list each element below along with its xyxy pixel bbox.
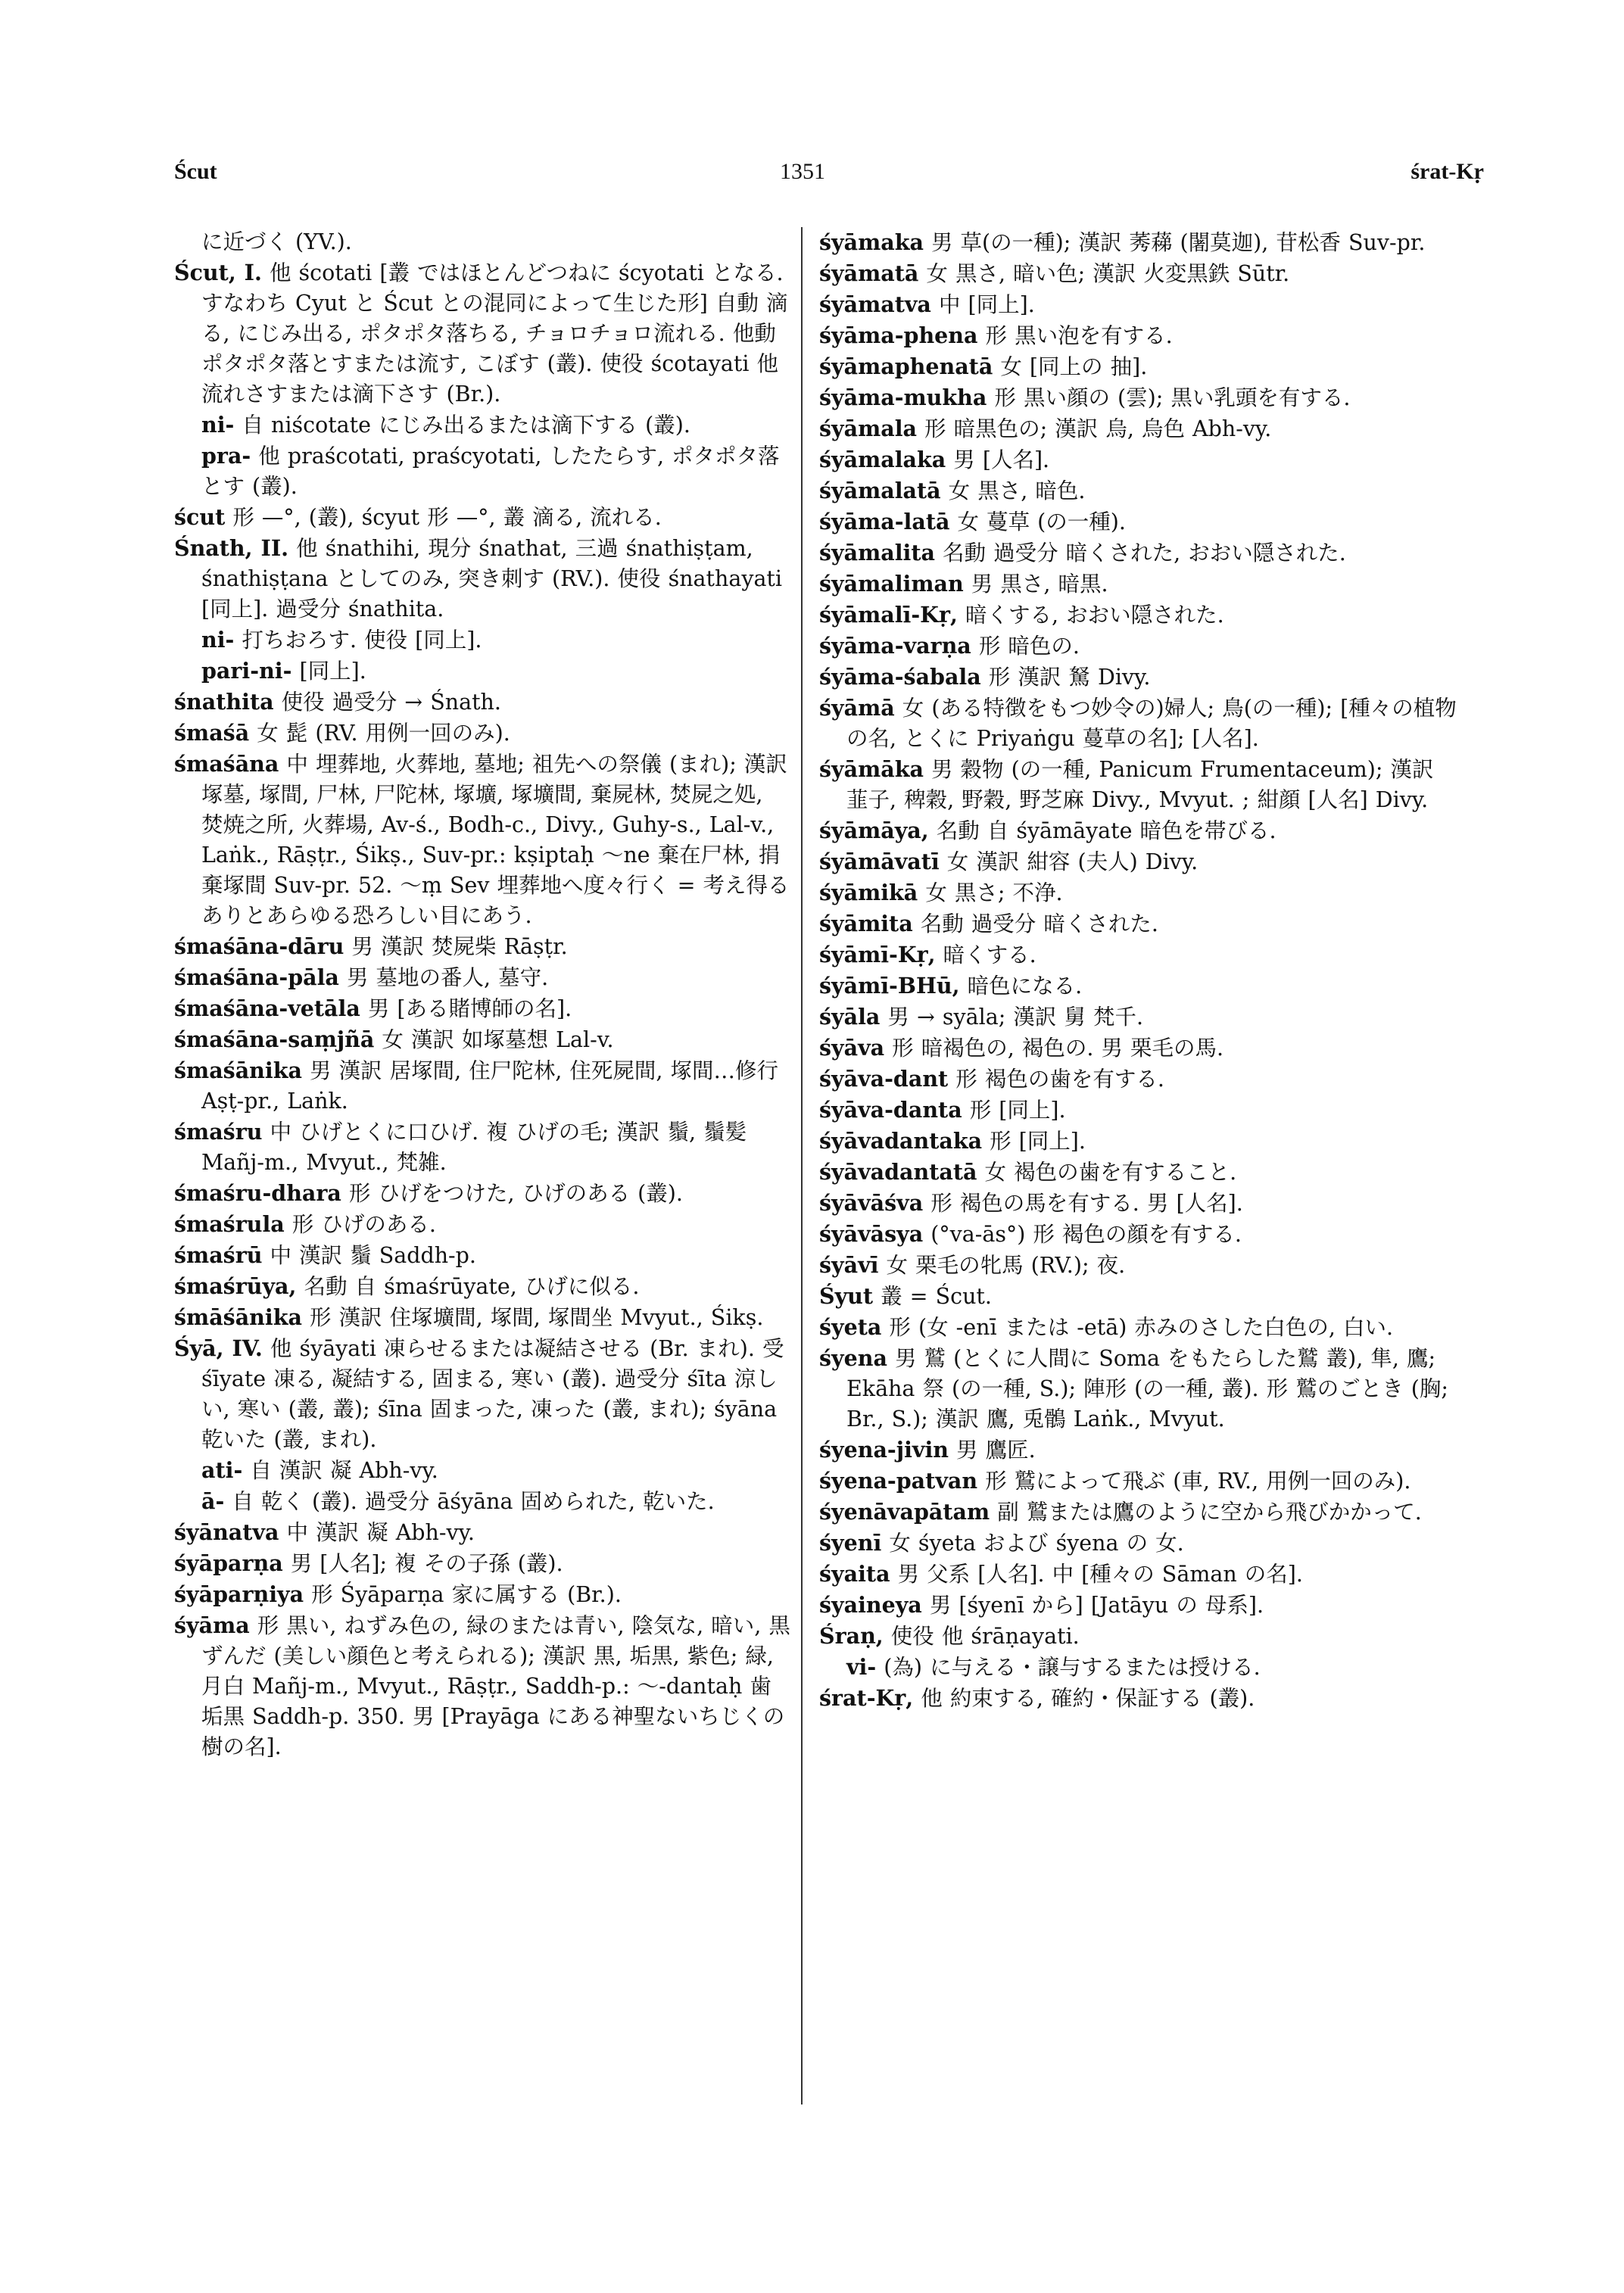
entry-headword: śyāmī-BHū,	[819, 973, 960, 999]
entry-definition: 中 ひげとくに口ひげ. 複 ひげの毛; 漢訳 鬚, 鬚髪 Mañj-m., Mvyut., 梵雑.	[201, 1120, 747, 1175]
entry-definition: 男 黒さ, 暗黒.	[963, 572, 1108, 597]
dictionary-entry	[174, 687, 791, 718]
dictionary-entry	[174, 749, 791, 931]
entry-definition: 男 漢訳 居塚間, 住尸陀林, 住死屍間, 塚間…修行 Aṣṭ-pr., Laṅk.	[201, 1058, 778, 1114]
entry-definition: 女 黒さ; 不浄.	[918, 880, 1063, 905]
entry-definition: 男 [ある賭博師の名].	[360, 996, 572, 1021]
entry-definition: 形 [同上].	[982, 1129, 1086, 1154]
entry-definition: 名動 自 śmaśrūyate, ひげに似る.	[296, 1274, 640, 1299]
entry-definition: 名動 過受分 暗くされた, おおい隠された.	[934, 541, 1346, 565]
dictionary-entry	[174, 1302, 791, 1333]
entry-headword: śyāvī	[819, 1252, 879, 1278]
dictionary-entry	[819, 1590, 1459, 1621]
entry-definition: 男 墓地の番人, 墓守.	[338, 965, 549, 990]
entry-definition: 名動 自 śyāmāyate 暗色を帯びる.	[928, 818, 1276, 843]
entry-headword: śyāmāya,	[819, 818, 929, 843]
dictionary-entry	[819, 939, 1459, 970]
dictionary-entry	[819, 1559, 1459, 1590]
dictionary-entry	[174, 1517, 791, 1548]
entry-definition: 形 Śyāparṇa 家に属する (Br.).	[304, 1582, 622, 1607]
left-column	[174, 227, 791, 1762]
entry-definition: 自 漢訳 凝 Abh-vy.	[242, 1458, 438, 1483]
entry-headword: śmaśru	[174, 1119, 263, 1145]
entry-definition: 他 śnathihi, 現分 śnathat, 三過 śnathiṣṭam, śnathiṣṭana としてのみ, 突き刺す (RV.). 使役 śnathayati [同上]. 過受分 śnathita.	[201, 536, 782, 622]
dictionary-entry	[174, 931, 791, 962]
entry-headword: śyāmikā	[819, 880, 918, 905]
dictionary-entry	[819, 1188, 1459, 1219]
entry-definition: 中 [同上].	[930, 292, 1035, 317]
entry-headword: vi-	[846, 1654, 877, 1680]
entry-headword: śmaśru-dhara	[174, 1180, 341, 1206]
entry-definition: 男 [人名]; 複 その子孫 (叢).	[282, 1551, 563, 1576]
dictionary-entry	[819, 351, 1459, 382]
right-column	[819, 227, 1459, 1714]
entry-headword: śyāparṇiya	[174, 1581, 304, 1607]
column-divider	[801, 227, 803, 2105]
dictionary-entry	[819, 1219, 1459, 1250]
entry-definition: 形 暗黒色の; 漢訳 烏, 烏色 Abh-vy.	[917, 416, 1272, 441]
entry-definition: 男 鷹匠.	[949, 1438, 1036, 1463]
entry-definition: 他 約束する, 確約・保証する (叢).	[913, 1686, 1255, 1711]
entry-definition: 他 śyāyati 凍らせるまたは凝結させる (Br. まれ). 受 śīyate 凍る, 凝結する, 固まる, 寒い (叢). 過受分 śīta 涼しい, 寒い (叢, 叢); śīna 固まった, 凍った (叢, まれ); śyāna 乾いた (叢, まれ).	[201, 1336, 784, 1452]
entry-headword: śmaśānika	[174, 1058, 302, 1083]
entry-definition: 中 漢訳 鬚 Saddh-p.	[262, 1243, 476, 1268]
entry-definition: 女 褐色の歯を有すること.	[977, 1160, 1237, 1185]
dictionary-entry	[174, 625, 791, 656]
entry-definition: 女 漢訳 紺容 (夫人) Divy.	[939, 849, 1199, 874]
entry-definition: 女 黒さ, 暗い色; 漢訳 火変黒鉄 Sūtr.	[918, 261, 1290, 286]
entry-headword: śyāmāka	[819, 756, 924, 782]
entry-definition: 中 漢訳 凝 Abh-vy.	[279, 1520, 475, 1545]
page-number: 1351	[780, 159, 825, 184]
entry-definition: 叢 = Ścut.	[873, 1284, 992, 1309]
entry-definition: 形 黒い顔の (雲); 黒い乳頭を有する.	[987, 385, 1351, 410]
dictionary-entry	[174, 1240, 791, 1271]
entry-headword: Ścut, I.	[174, 260, 262, 285]
entry-definition: 女 (ある特徴をもつ妙令の)婦人; 鳥(の一種); [種々の植物の名, とくに Priyaṅgu 蔓草の名]; [人名].	[846, 696, 1457, 751]
dictionary-entry	[819, 1435, 1459, 1466]
entry-definition: 中 埋葬地, 火葬地, 墓地; 祖先への祭儀 (まれ); 漢訳 塚墓, 塚間, 尸林, 尸陀林, 塚壙, 塚壙間, 棄屍林, 焚屍之処, 焚焼之所, 火葬場, Av-ś., Bodh-c., Divy., Guhy-s., Lal-v., Laṅk., Rāṣṭr., Śikṣ., Suv-pr.: kṣiptaḥ ～ne 棄在尸林, 捐棄塚間 Suv-pr. 52. ～ṃ Sev 埋葬地へ度々行く = 考え得るありとあらゆる恐ろしい目にあう.	[201, 752, 790, 928]
entry-headword: śyāmalatā	[819, 478, 941, 503]
entry-definition: (°va-ās°) 形 褐色の顔を有する.	[923, 1222, 1242, 1247]
entry-headword: śyāva-danta	[819, 1097, 962, 1123]
entry-headword: śyaita	[819, 1561, 890, 1587]
dictionary-entry	[819, 1312, 1459, 1343]
entry-definition: 女 髭 (RV. 用例一回のみ).	[249, 721, 510, 746]
dictionary-entry	[819, 1002, 1459, 1033]
entry-definition: 女 śyeta および śyena の 女.	[881, 1531, 1184, 1556]
dictionary-entry	[819, 569, 1459, 600]
entry-headword: śyāvāśva	[819, 1190, 924, 1216]
running-head-right: śrat-Kṛ	[1410, 159, 1484, 184]
dictionary-entry	[819, 1621, 1459, 1652]
entry-definition: 女 蔓草 (の一種).	[949, 509, 1126, 534]
dictionary-entry	[174, 1548, 791, 1579]
entry-headword: śyena-patvan	[819, 1468, 978, 1494]
entry-definition: 女 漢訳 如塚墓想 Lal-v.	[374, 1027, 614, 1052]
entry-headword: ścut	[174, 504, 226, 530]
dictionary-entry	[819, 1126, 1459, 1157]
entry-headword: śmaśrula	[174, 1211, 285, 1237]
entry-definition: 使役 他 śrāṇayati.	[883, 1624, 1080, 1649]
entry-definition: 使役 過受分 → Śnath.	[273, 690, 501, 715]
entry-headword: śyāmī-Kṛ,	[819, 942, 936, 967]
entry-definition: 形 [同上].	[962, 1098, 1066, 1123]
dictionary-entry	[819, 1281, 1459, 1312]
entry-definition: 暗くする, おおい隠された.	[957, 603, 1224, 628]
entry-definition: に近づく (YV.).	[201, 229, 352, 254]
entry-definition: 男 → syāla; 漢訳 舅 梵千.	[880, 1005, 1144, 1030]
dictionary-entry	[174, 441, 791, 502]
entry-headword: śyāla	[819, 1004, 881, 1030]
entry-definition: 形 ひげをつけた, ひげのある (叢).	[341, 1181, 683, 1206]
dictionary-entry	[819, 1343, 1459, 1435]
entry-headword: śyāmāvatī	[819, 849, 940, 874]
entry-headword: śyāma-varṇa	[819, 633, 971, 659]
entry-definition: 男 [人名].	[946, 447, 1050, 472]
dictionary-entry	[174, 1209, 791, 1240]
entry-definition: 男 鷲 (とくに人間に Soma をもたらした鷲 叢), 隼, 鷹; Ekāha 祭 (の一種, S.); 陣形 (の一種, 叢). 形 鷲のごとき (胸; Br., S.); 漢訳 鷹, 兎鶻 Laṅk., Mvyut.	[846, 1346, 1448, 1432]
entry-headword: pari-ni-	[201, 658, 292, 684]
entry-headword: śyāmatā	[819, 260, 919, 286]
entry-headword: Śnath, II.	[174, 535, 289, 561]
entry-definition: 形 漢訳 駑 Divy.	[980, 665, 1151, 690]
dictionary-entry	[174, 1610, 791, 1762]
entry-headword: śyāma-latā	[819, 509, 950, 534]
dictionary-entry	[174, 533, 791, 625]
entry-definition: 他 ścotati [叢 ではほとんどつねに ścyotati となる. すなわち Cyut と Ścut との混同によって生じた形] 自動 滴る, にじみ出る, ポタポタ落ちる, チョロチョロ流れる. 他動 ポタポタ落とすまたは流す, こぼす (叢). 使役 ścotayati 他 流れさすまたは滴下さす (Br.).	[201, 260, 788, 407]
dictionary-entry	[819, 506, 1459, 537]
entry-definition: 自 niścotate にじみ出るまたは滴下する (叢).	[234, 413, 690, 438]
entry-definition: 形 暗色の.	[971, 634, 1080, 659]
dictionary-entry	[819, 289, 1459, 320]
entry-definition: 他 praścotati, praścyotati, したたらす, ポタポタ落とす (叢).	[201, 444, 780, 499]
dictionary-entry	[819, 1064, 1459, 1095]
dictionary-entry	[819, 1466, 1459, 1497]
entry-headword: śyāvadantatā	[819, 1159, 977, 1185]
dictionary-entry	[819, 258, 1459, 289]
dictionary-entry	[819, 1497, 1459, 1528]
entry-headword: śmaśrū	[174, 1242, 263, 1268]
running-head-left: Ścut	[174, 159, 217, 184]
entry-headword: śyānatva	[174, 1519, 279, 1545]
entry-headword: śyenāvapātam	[819, 1499, 990, 1525]
dictionary-entry	[819, 227, 1459, 258]
entry-definition: 男 草(の一種); 漢訳 莠蕛 (闍莫迦), 苷松香 Suv-pr.	[923, 230, 1426, 255]
dictionary-entry	[819, 475, 1459, 506]
entry-headword: śyāmaka	[819, 229, 924, 255]
entry-definition: 暗くする.	[935, 942, 1036, 967]
entry-headword: śyāma-mukha	[819, 385, 987, 410]
entry-headword: Śraṇ,	[819, 1623, 884, 1649]
dictionary-entry	[819, 815, 1459, 846]
entry-definition: 形 ひげのある.	[284, 1212, 436, 1237]
dictionary-entry	[174, 502, 791, 533]
entry-headword: śyenī	[819, 1530, 882, 1556]
entry-definition: 男 穀物 (の一種, Panicum Frumentaceum); 漢訳 韮子, 稗穀, 野穀, 野芝麻 Divy., Mvyut. ; 紺顔 [人名] Divy.	[846, 757, 1434, 812]
entry-headword: ati-	[201, 1457, 243, 1483]
dictionary-entry	[174, 656, 791, 687]
entry-definition: 形 褐色の歯を有する.	[948, 1067, 1164, 1092]
entry-definition: [同上].	[291, 659, 366, 684]
entry-definition: 暗色になる.	[959, 974, 1083, 999]
entry-headword: śyāva-dant	[819, 1066, 949, 1092]
entry-definition: 形 暗褐色の, 褐色の. 男 栗毛の馬.	[884, 1036, 1224, 1061]
entry-definition: 形 漢訳 住塚壙間, 塚間, 塚間坐 Mvyut., Śikṣ.	[301, 1305, 764, 1330]
entry-headword: śyena-jivin	[819, 1437, 949, 1463]
dictionary-entry	[819, 970, 1459, 1002]
dictionary-entry	[819, 1095, 1459, 1126]
dictionary-entry	[174, 1024, 791, 1055]
dictionary-entry	[819, 320, 1459, 351]
entry-definition: 名動 過受分 暗くされた.	[912, 911, 1158, 936]
entry-headword: ni-	[201, 627, 235, 653]
entry-headword: śmaśāna-saṃjñā	[174, 1027, 375, 1052]
entry-headword: śnathita	[174, 689, 274, 715]
entry-definition: (為) に与える・譲与するまたは授ける.	[876, 1655, 1261, 1680]
dictionary-entry	[819, 382, 1459, 413]
dictionary-entry	[174, 1579, 791, 1610]
entry-definition: 形 黒い, ねずみ色の, 緑のまたは青い, 陰気な, 暗い, 黒ずんだ (美しい顔色と考えられる); 漢訳 黒, 垢黒, 紫色; 緑, 月白 Mañj-m., Mvyut., Rāṣṭr., Saddh-p.: ～-dantaḥ 歯垢黒 Saddh-p. 350. 男 [Prayāga にある神聖ないちじくの樹の名].	[201, 1613, 790, 1759]
dictionary-entry	[174, 227, 791, 257]
dictionary-entry	[819, 1683, 1459, 1714]
entry-definition: 男 [śyenī から] [Jatāyu の 母系].	[921, 1593, 1264, 1618]
entry-headword: śyāvadantaka	[819, 1128, 983, 1154]
dictionary-entry	[174, 993, 791, 1024]
dictionary-entry	[819, 662, 1459, 693]
entry-headword: śyāmā	[819, 695, 895, 721]
dictionary-entry	[819, 413, 1459, 444]
dictionary-entry	[819, 1033, 1459, 1064]
entry-headword: śyeta	[819, 1314, 882, 1340]
entry-headword: śyāmatva	[819, 291, 931, 317]
dictionary-entry	[174, 962, 791, 993]
entry-headword: ā-	[201, 1488, 225, 1514]
entry-headword: śmaśāna-dāru	[174, 933, 344, 959]
entry-headword: śmāśānika	[174, 1304, 302, 1330]
entry-headword: śyaineya	[819, 1592, 922, 1618]
entry-headword: śyāmala	[819, 416, 917, 441]
entry-definition: 形 (女 -enī または -etā) 赤みのさした白色の, 白い.	[881, 1315, 1394, 1340]
entry-definition: 自 乾く (叢). 過受分 āśyāna 固められた, 乾いた.	[224, 1489, 715, 1514]
entry-headword: śyāparṇa	[174, 1550, 283, 1576]
dictionary-entry	[819, 846, 1459, 877]
entry-headword: Śyut	[819, 1283, 874, 1309]
dictionary-entry	[174, 1117, 791, 1178]
dictionary-entry	[819, 1250, 1459, 1281]
dictionary-entry	[174, 1055, 791, 1117]
entry-definition: 男 漢訳 焚屍柴 Rāṣṭr.	[344, 934, 568, 959]
entry-definition: 女 黒さ, 暗色.	[940, 478, 1086, 503]
entry-definition: 男 父系 [人名]. 中 [種々の Sāman の名].	[890, 1562, 1303, 1587]
entry-definition: 女 [同上の 抽].	[993, 354, 1148, 379]
dictionary-entry	[174, 1455, 791, 1486]
entry-headword: śmaśā	[174, 720, 250, 746]
entry-headword: Śyā, IV.	[174, 1335, 263, 1361]
dictionary-entry	[174, 1333, 791, 1455]
dictionary-entry	[819, 877, 1459, 908]
dictionary-entry	[819, 600, 1459, 631]
dictionary-entry	[819, 693, 1459, 754]
entry-headword: śyāva	[819, 1035, 885, 1061]
dictionary-entry	[174, 718, 791, 749]
dictionary-entry	[819, 1157, 1459, 1188]
dictionary-entry	[174, 257, 791, 410]
entry-definition: 副 鷲または鷹のように空から飛びかかって.	[990, 1500, 1422, 1525]
dictionary-entry	[174, 1271, 791, 1302]
entry-definition: 形 褐色の馬を有する. 男 [人名].	[923, 1191, 1243, 1216]
dictionary-entry	[819, 1652, 1459, 1683]
dictionary-entry	[819, 631, 1459, 662]
entry-definition: 形 黒い泡を有する.	[977, 323, 1173, 348]
entry-headword: śyāma-śabala	[819, 664, 981, 690]
dictionary-entry	[819, 444, 1459, 475]
entry-headword: śyāvāsya	[819, 1221, 924, 1247]
entry-headword: śyena	[819, 1345, 887, 1371]
entry-headword: śyāmalī-Kṛ,	[819, 602, 958, 628]
entry-headword: śmaśrūya,	[174, 1273, 297, 1299]
dictionary-entry	[819, 537, 1459, 569]
entry-headword: śmaśāna	[174, 751, 279, 777]
entry-headword: śrat-Kṛ,	[819, 1685, 914, 1711]
entry-headword: śyāmaliman	[819, 571, 964, 597]
dictionary-entry	[819, 1528, 1459, 1559]
entry-headword: śyāmaphenatā	[819, 354, 993, 379]
dictionary-entry	[819, 908, 1459, 939]
entry-definition: 女 栗毛の牝馬 (RV.); 夜.	[878, 1253, 1126, 1278]
entry-headword: śmaśāna-vetāla	[174, 995, 360, 1021]
entry-definition: 形 —°, (叢), ścyut 形 —°, 叢 滴る, 流れる.	[225, 505, 662, 530]
entry-headword: śyāmalaka	[819, 447, 946, 472]
entry-headword: śyāmalita	[819, 540, 935, 565]
dictionary-entry	[174, 410, 791, 441]
entry-headword: pra-	[201, 443, 251, 469]
dictionary-entry	[819, 754, 1459, 815]
entry-headword: śyāma-phena	[819, 322, 978, 348]
dictionary-entry	[174, 1486, 791, 1517]
dictionary-entry	[174, 1178, 791, 1209]
entry-headword: śyāma	[174, 1612, 250, 1638]
entry-headword: śyāmita	[819, 911, 913, 936]
entry-headword: śmaśāna-pāla	[174, 964, 339, 990]
entry-definition: 打ちおろす. 使役 [同上].	[234, 628, 482, 653]
entry-headword: ni-	[201, 412, 235, 438]
entry-definition: 形 鷲によって飛ぶ (車, RV., 用例一回のみ).	[977, 1469, 1411, 1494]
